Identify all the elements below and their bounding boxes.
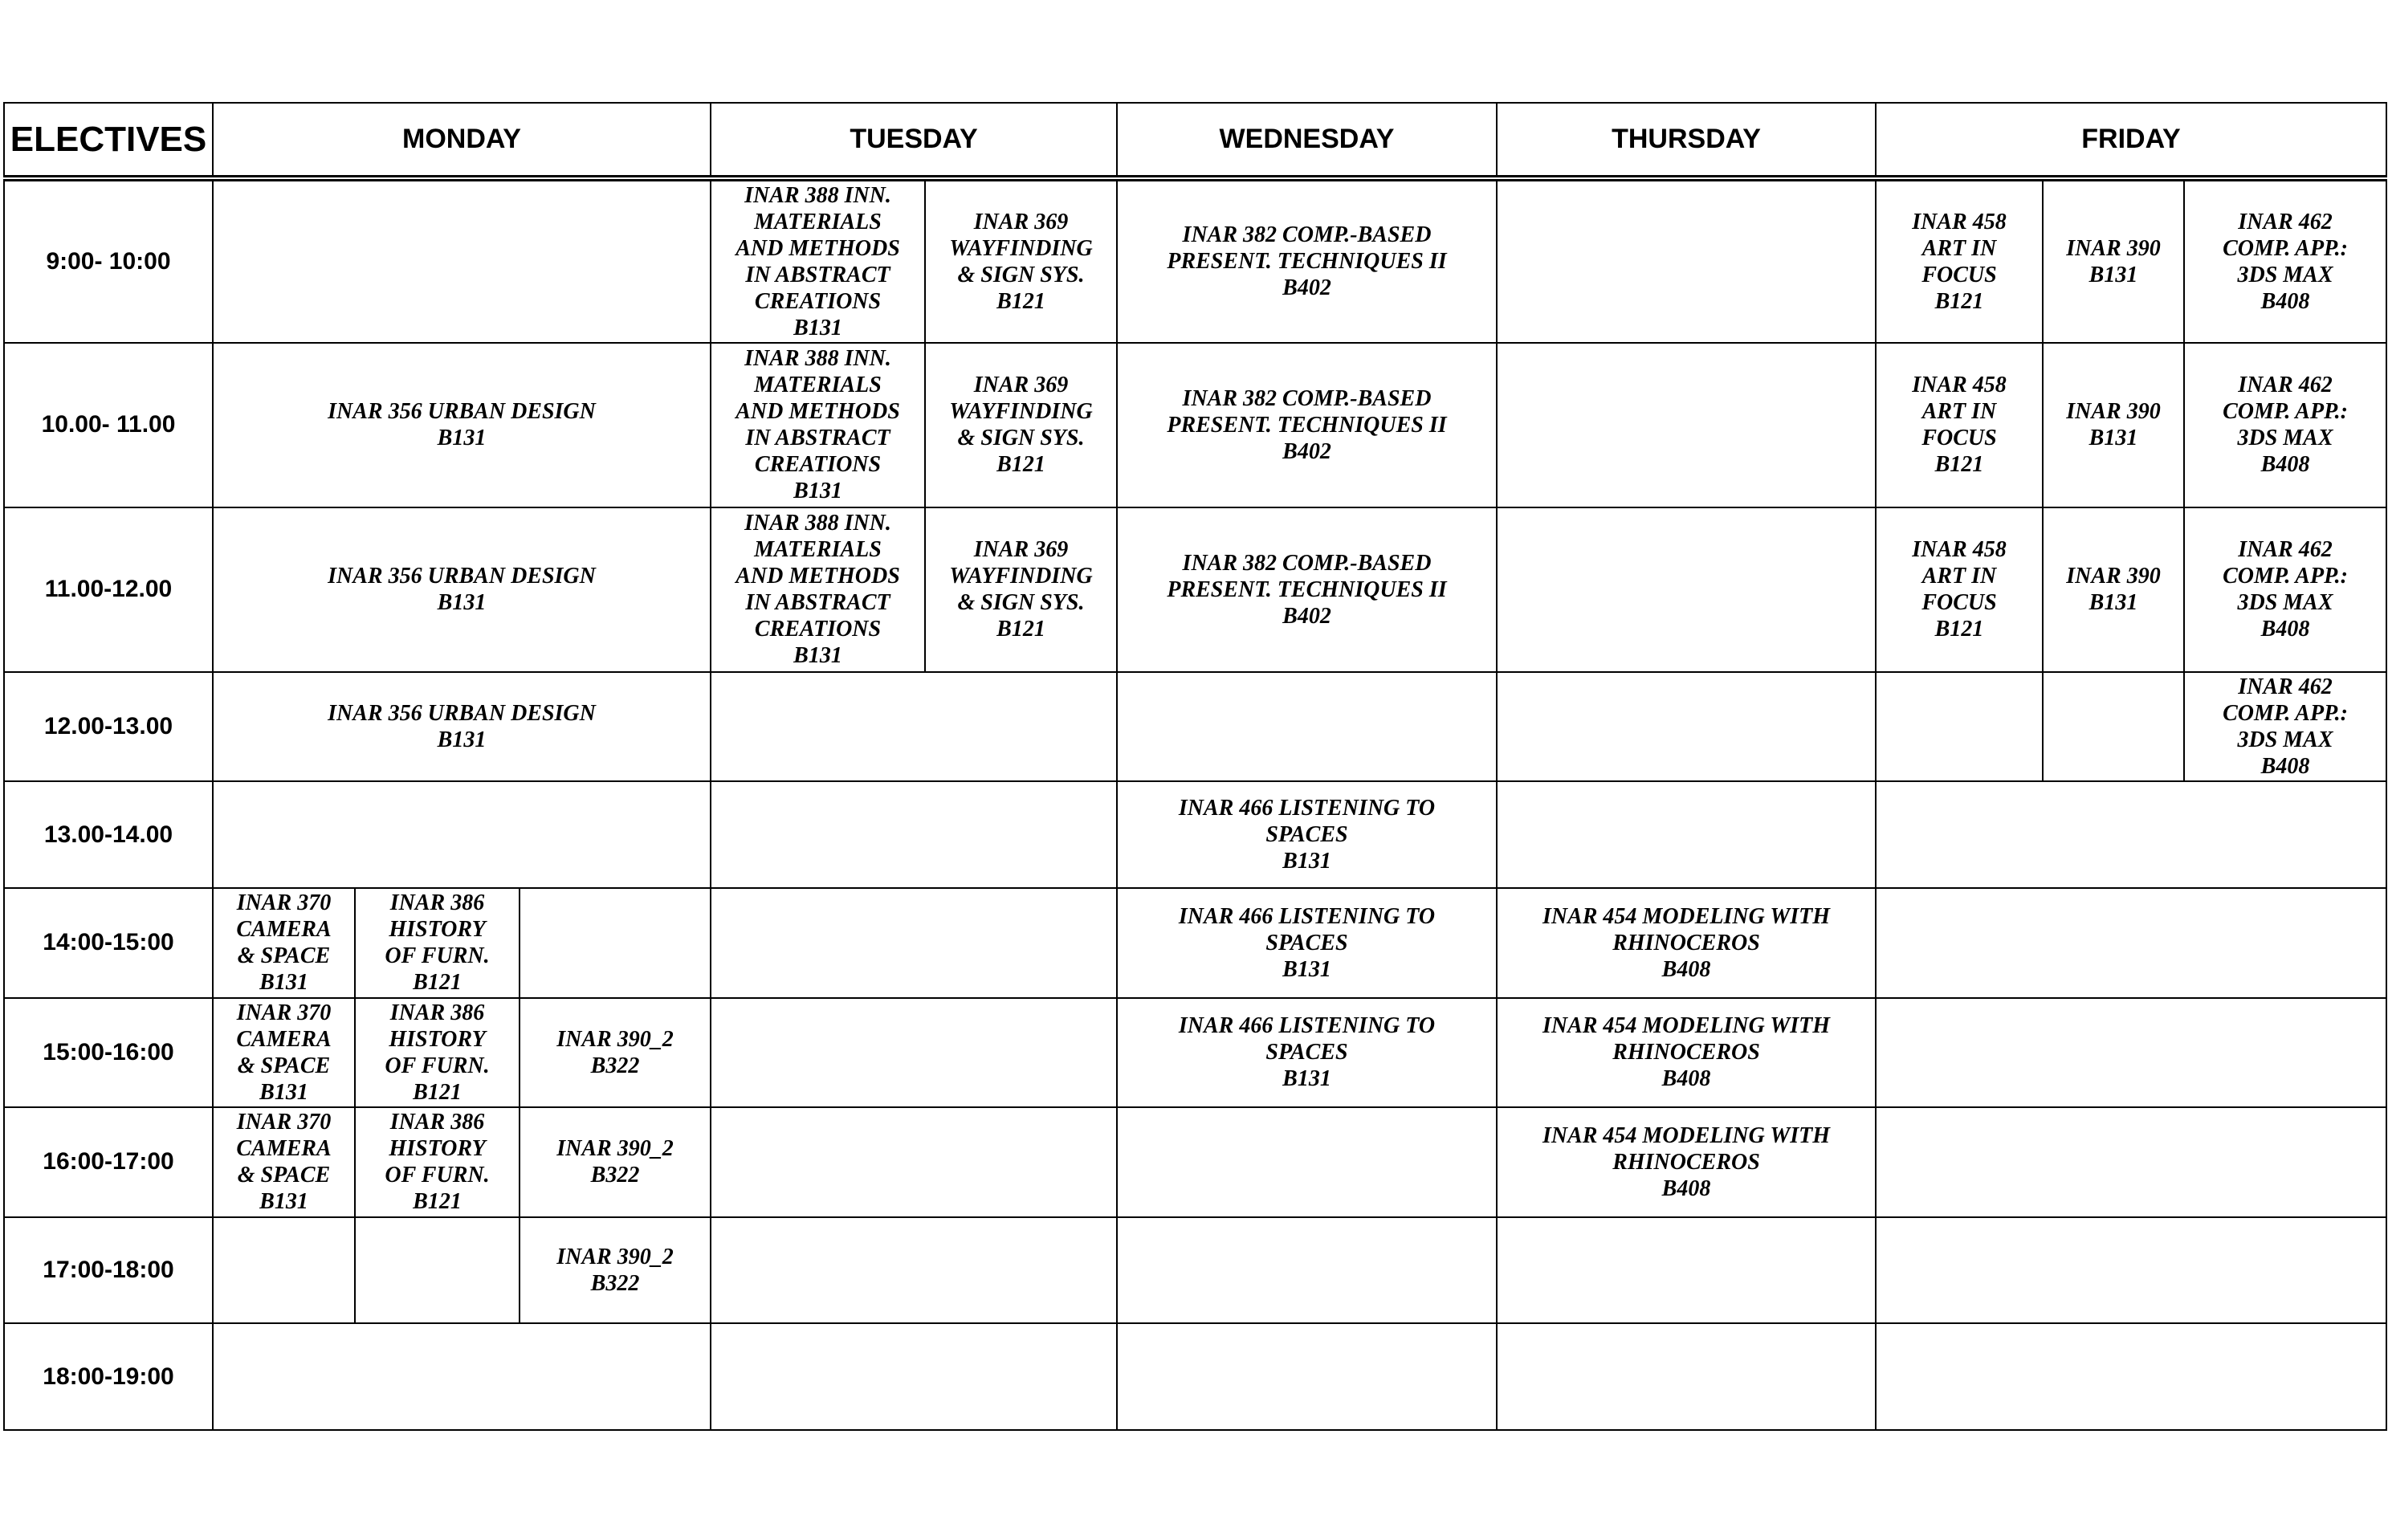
time-slot-label: 10.00- 11.00: [4, 343, 213, 507]
course-line: B131: [2088, 262, 2138, 287]
empty-cell: [1497, 781, 1876, 888]
course-line: CAMERA: [236, 1026, 332, 1052]
course-line: INAR 382 COMP.-BASED: [1182, 222, 1432, 248]
day-header-thursday: THURSDAY: [1497, 103, 1876, 178]
course-cell-inar370: [213, 1107, 355, 1217]
course-line: & SIGN SYS.: [957, 262, 1085, 287]
time-slot-label: 11.00-12.00: [4, 507, 213, 672]
course-line: CAMERA: [236, 1136, 332, 1162]
empty-cell: [1497, 1323, 1876, 1430]
course-line: OF FURN.: [385, 943, 490, 969]
course-cell-inar388: [711, 343, 925, 507]
course-line: AND METHODS: [736, 235, 900, 261]
course-line: B322: [590, 1271, 640, 1297]
course-line: INAR 388 INN.: [744, 346, 891, 372]
empty-cell: [1117, 1217, 1497, 1324]
day-header-tuesday: TUESDAY: [711, 103, 1117, 178]
course-cell-inar458: [1876, 343, 2043, 507]
course-line: INAR 386: [389, 890, 485, 916]
course-line: INAR 454 MODELING WITH: [1542, 1013, 1831, 1039]
time-slot-label: 17:00-18:00: [4, 1217, 213, 1324]
course-line: B131: [1282, 956, 1331, 982]
course-line: B121: [413, 970, 462, 996]
course-cell-inar466: [1117, 998, 1497, 1108]
course-cell-inar382: [1117, 343, 1497, 507]
empty-cell: [1117, 1323, 1497, 1430]
course-line: CAMERA: [236, 917, 332, 943]
course-line: AND METHODS: [736, 399, 900, 425]
course-line: B131: [2088, 426, 2138, 451]
course-cell-inar370: [213, 888, 355, 998]
course-line: B121: [413, 1189, 462, 1215]
course-cell-inar369: [925, 343, 1117, 507]
course-line: B121: [1934, 288, 1984, 314]
course-cell-inar382: [1117, 178, 1497, 343]
table-row: [4, 672, 2386, 782]
empty-cell: [711, 672, 1117, 782]
course-line: B131: [259, 1189, 308, 1215]
course-cell-inar356: [213, 507, 711, 672]
day-header-friday: FRIDAY: [1876, 103, 2386, 178]
course-line: COMP. APP.:: [2223, 701, 2348, 727]
course-line: SPACES: [1265, 822, 1348, 848]
empty-cell: [213, 781, 711, 888]
course-cell-inar458: [1876, 178, 2043, 343]
course-line: B121: [1934, 617, 1984, 642]
course-line: INAR 466 LISTENING TO: [1178, 796, 1436, 821]
course-cell-inar458: [1876, 507, 2043, 672]
time-slot-label: 15:00-16:00: [4, 998, 213, 1108]
empty-cell: [711, 888, 1117, 998]
course-line: COMP. APP.:: [2223, 399, 2348, 425]
course-cell-inar454: [1497, 998, 1876, 1108]
course-line: SPACES: [1265, 1040, 1348, 1065]
course-cell-inar390: [2043, 507, 2184, 672]
course-line: INAR 466 LISTENING TO: [1178, 1013, 1436, 1039]
course-line: INAR 370: [236, 1110, 332, 1135]
course-line: B322: [590, 1163, 640, 1188]
course-line: ART IN: [1921, 399, 1997, 425]
time-slot-label: 16:00-17:00: [4, 1107, 213, 1217]
course-line: B408: [1661, 956, 1711, 982]
course-line: INAR 458: [1912, 209, 2007, 234]
course-line: 3DS MAX: [2237, 727, 2333, 753]
course-line: WAYFINDING: [949, 235, 1093, 261]
course-line: MATERIALS: [754, 373, 882, 398]
course-line: B408: [2260, 617, 2310, 642]
course-line: MATERIALS: [754, 209, 882, 234]
course-line: B131: [437, 727, 487, 753]
course-cell-inar369: [925, 507, 1117, 672]
course-cell-inar356: [213, 343, 711, 507]
course-cell-inar466: [1117, 781, 1497, 888]
course-line: B131: [437, 590, 487, 616]
course-line: B131: [259, 1079, 308, 1105]
empty-cell: [1117, 672, 1497, 782]
empty-cell: [1497, 343, 1876, 507]
course-cell-inar386: [355, 888, 520, 998]
course-line: OF FURN.: [385, 1163, 490, 1188]
course-line: B121: [996, 288, 1045, 314]
course-line: INAR 390_2: [556, 1136, 674, 1162]
course-cell-inar390: [2043, 178, 2184, 343]
table-row: [4, 1107, 2386, 1217]
empty-cell: [1876, 998, 2386, 1108]
course-line: B131: [793, 479, 842, 504]
table-row: [4, 998, 2386, 1108]
day-header-monday: MONDAY: [213, 103, 711, 178]
course-line: FOCUS: [1921, 590, 1997, 616]
course-line: INAR 390: [2066, 399, 2161, 425]
course-line: RHINOCEROS: [1612, 1149, 1760, 1175]
course-line: INAR 458: [1912, 373, 2007, 398]
course-line: INAR 386: [389, 1000, 485, 1025]
course-line: B408: [1661, 1066, 1711, 1092]
course-line: PRESENT. TECHNIQUES II: [1167, 412, 1447, 438]
table-row: [4, 1323, 2386, 1430]
course-cell-inar370: [213, 998, 355, 1108]
course-cell-inar388: [711, 178, 925, 343]
course-cell-inar462: [2184, 178, 2386, 343]
course-cell-inar390-2: [520, 1217, 711, 1324]
course-line: INAR 458: [1912, 537, 2007, 563]
course-line: INAR 454 MODELING WITH: [1542, 903, 1831, 929]
course-line: B121: [996, 452, 1045, 478]
time-slot-label: 12.00-13.00: [4, 672, 213, 782]
empty-cell: [711, 781, 1117, 888]
course-line: B131: [1282, 1066, 1331, 1092]
table-row: [4, 1217, 2386, 1324]
empty-cell: [1117, 1107, 1497, 1217]
course-line: B322: [590, 1053, 640, 1078]
course-line: INAR 369: [973, 209, 1069, 234]
course-line: CREATIONS: [754, 452, 882, 478]
course-line: IN ABSTRACT: [745, 426, 890, 451]
course-line: & SPACE: [237, 1053, 331, 1078]
course-cell-inar382: [1117, 507, 1497, 672]
course-line: INAR 466 LISTENING TO: [1178, 903, 1436, 929]
course-cell-inar390-2: [520, 1107, 711, 1217]
course-line: INAR 462: [2238, 209, 2333, 234]
course-line: INAR 390: [2066, 235, 2161, 261]
course-line: B131: [437, 426, 487, 451]
course-line: B402: [1282, 603, 1331, 629]
empty-cell: [1876, 672, 2043, 782]
course-cell-inar386: [355, 1107, 520, 1217]
table-row: [4, 178, 2386, 343]
day-header-wednesday: WEDNESDAY: [1117, 103, 1497, 178]
course-line: INAR 390_2: [556, 1245, 674, 1270]
course-cell-inar356: [213, 672, 711, 782]
course-line: FOCUS: [1921, 426, 1997, 451]
course-line: B408: [2260, 452, 2310, 478]
course-line: INAR 462: [2238, 373, 2333, 398]
course-line: & SPACE: [237, 1163, 331, 1188]
course-line: INAR 388 INN.: [744, 511, 891, 536]
time-slot-label: 9:00- 10:00: [4, 178, 213, 343]
course-line: ART IN: [1921, 235, 1997, 261]
course-line: RHINOCEROS: [1612, 1040, 1760, 1065]
course-cell-inar466: [1117, 888, 1497, 998]
course-line: & SPACE: [237, 943, 331, 969]
course-line: B121: [996, 617, 1045, 642]
table-row: [4, 888, 2386, 998]
electives-timetable: [3, 102, 2387, 1431]
course-line: INAR 369: [973, 373, 1069, 398]
course-line: INAR 388 INN.: [744, 182, 891, 208]
course-line: B402: [1282, 438, 1331, 464]
course-line: SPACES: [1265, 930, 1348, 955]
course-cell-inar462: [2184, 343, 2386, 507]
course-line: WAYFINDING: [949, 564, 1093, 589]
empty-cell: [711, 998, 1117, 1108]
course-line: MATERIALS: [754, 537, 882, 563]
empty-cell: [1876, 888, 2386, 998]
course-line: OF FURN.: [385, 1053, 490, 1078]
time-slot-label: 18:00-19:00: [4, 1323, 213, 1430]
empty-cell: [355, 1217, 520, 1324]
course-cell-inar369: [925, 178, 1117, 343]
empty-cell: [1876, 1107, 2386, 1217]
course-line: INAR 462: [2238, 674, 2333, 700]
course-line: INAR 370: [236, 1000, 332, 1025]
course-line: INAR 356 URBAN DESIGN: [328, 564, 596, 589]
course-line: HISTORY: [389, 1026, 486, 1052]
time-slot-label: 13.00-14.00: [4, 781, 213, 888]
course-line: IN ABSTRACT: [745, 590, 890, 616]
header-row: [4, 103, 2386, 178]
course-line: PRESENT. TECHNIQUES II: [1167, 249, 1447, 275]
course-line: ART IN: [1921, 564, 1997, 589]
course-line: COMP. APP.:: [2223, 564, 2348, 589]
course-line: & SIGN SYS.: [957, 590, 1085, 616]
course-line: INAR 370: [236, 890, 332, 916]
course-line: INAR 390: [2066, 564, 2161, 589]
course-line: RHINOCEROS: [1612, 930, 1760, 955]
course-line: B131: [793, 315, 842, 340]
empty-cell: [1876, 1323, 2386, 1430]
course-line: INAR 386: [389, 1110, 485, 1135]
course-line: B131: [1282, 849, 1331, 874]
empty-cell: [213, 1217, 355, 1324]
course-line: B121: [1934, 452, 1984, 478]
course-line: IN ABSTRACT: [745, 262, 890, 287]
course-line: HISTORY: [389, 917, 486, 943]
course-line: B131: [2088, 590, 2138, 616]
course-line: B121: [413, 1079, 462, 1105]
course-line: B131: [793, 643, 842, 669]
empty-cell: [1876, 1217, 2386, 1324]
empty-cell: [1497, 1217, 1876, 1324]
empty-cell: [2043, 672, 2184, 782]
course-cell-inar390-2: [520, 998, 711, 1108]
electives-heading: ELECTIVES: [4, 103, 213, 178]
course-line: 3DS MAX: [2237, 262, 2333, 287]
course-cell-inar454: [1497, 1107, 1876, 1217]
course-cell-inar454: [1497, 888, 1876, 998]
table-row: [4, 781, 2386, 888]
course-line: INAR 382 COMP.-BASED: [1182, 550, 1432, 576]
course-line: INAR 382 COMP.-BASED: [1182, 385, 1432, 411]
course-line: 3DS MAX: [2237, 590, 2333, 616]
course-line: COMP. APP.:: [2223, 235, 2348, 261]
empty-cell: [1876, 781, 2386, 888]
course-line: B408: [2260, 288, 2310, 314]
course-cell-inar462: [2184, 672, 2386, 782]
time-slot-label: 14:00-15:00: [4, 888, 213, 998]
empty-cell: [711, 1107, 1117, 1217]
empty-cell: [1497, 672, 1876, 782]
course-line: 3DS MAX: [2237, 426, 2333, 451]
course-line: AND METHODS: [736, 564, 900, 589]
course-line: INAR 454 MODELING WITH: [1542, 1122, 1831, 1148]
course-line: INAR 462: [2238, 537, 2333, 563]
empty-cell: [711, 1217, 1117, 1324]
course-line: & SIGN SYS.: [957, 426, 1085, 451]
empty-cell: [520, 888, 711, 998]
course-line: B408: [2260, 754, 2310, 780]
empty-cell: [1497, 507, 1876, 672]
course-cell-inar386: [355, 998, 520, 1108]
course-line: FOCUS: [1921, 262, 1997, 287]
course-line: CREATIONS: [754, 288, 882, 314]
course-cell-inar388: [711, 507, 925, 672]
empty-cell: [213, 1323, 711, 1430]
course-line: WAYFINDING: [949, 399, 1093, 425]
course-line: CREATIONS: [754, 617, 882, 642]
table-row: [4, 343, 2386, 507]
course-line: PRESENT. TECHNIQUES II: [1167, 576, 1447, 602]
course-line: HISTORY: [389, 1136, 486, 1162]
table-row: [4, 507, 2386, 672]
course-line: INAR 356 URBAN DESIGN: [328, 399, 596, 425]
course-cell-inar462: [2184, 507, 2386, 672]
empty-cell: [711, 1323, 1117, 1430]
course-cell-inar390: [2043, 343, 2184, 507]
course-line: INAR 356 URBAN DESIGN: [328, 701, 596, 727]
course-line: B408: [1661, 1175, 1711, 1201]
empty-cell: [213, 178, 711, 343]
course-line: B402: [1282, 275, 1331, 301]
course-line: INAR 390_2: [556, 1026, 674, 1052]
course-line: B131: [259, 970, 308, 996]
empty-cell: [1497, 178, 1876, 343]
course-line: INAR 369: [973, 537, 1069, 563]
